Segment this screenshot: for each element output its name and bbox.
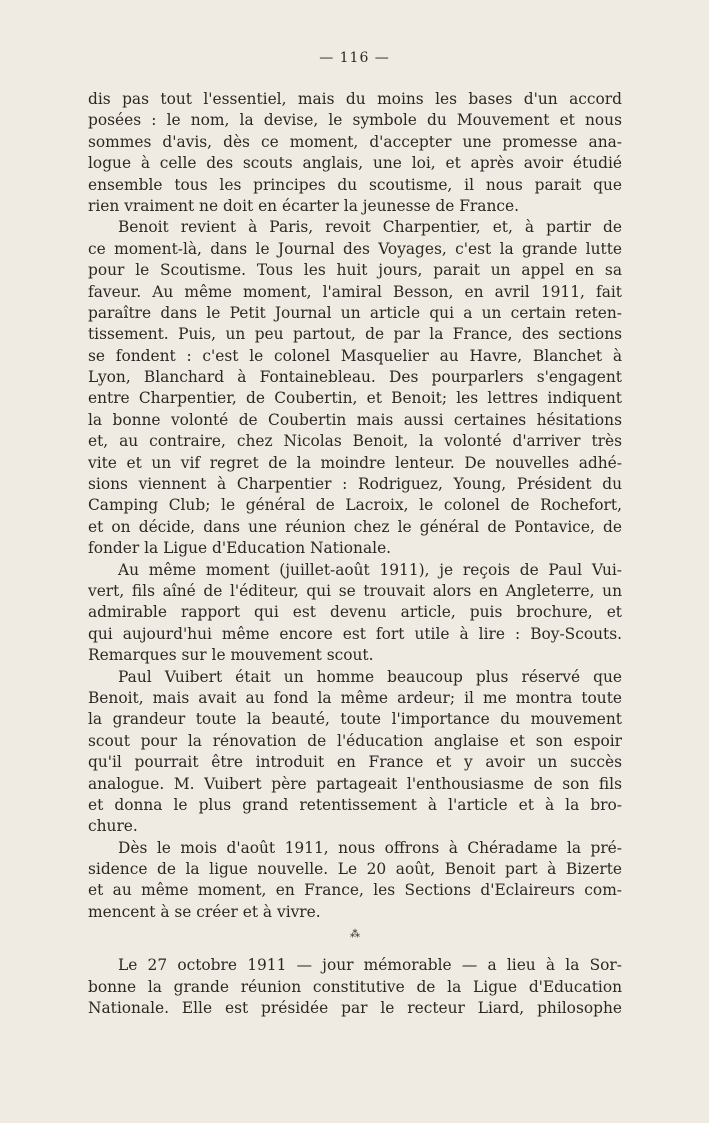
text-line: paraître dans le Petit Journal un article qui a un certain reten- — [88, 303, 622, 322]
text-line: faveur. Au même moment, l'amiral Besson, en avril 1911, fait — [88, 282, 622, 301]
text-line: pour le Scoutisme. Tous les huit jours, parait un appel en sa — [88, 261, 622, 280]
body-text — [88, 89, 622, 1019]
text-line: ensemble tous les principes du scoutisme, il nous parait que — [88, 175, 622, 194]
text-line: vite et un vif regret de la moindre lenteur. De nouvelles adhé- — [88, 453, 622, 472]
text-line: la bonne volonté de Coubertin mais aussi certaines hésitations — [88, 410, 622, 429]
text-line: logue à celle des scouts anglais, une loi, et après avoir étudié — [88, 154, 622, 173]
text-line: et au même moment, en France, les Sections d'Eclaireurs com- — [88, 881, 622, 900]
text-line: et, au contraire, chez Nicolas Benoit, la volonté d'arriver très — [88, 432, 622, 451]
text-line: et donna le plus grand retentissement à l'article et à la bro- — [88, 795, 622, 814]
text-line: bonne la grande réunion constitutive de la Ligue d'Education — [88, 977, 622, 996]
page-number: — 116 — — [319, 50, 390, 66]
text-line: Paul Vuibert était un homme beaucoup plus réservé que — [118, 667, 622, 686]
text-line: tissement. Puis, un peu partout, de par la France, des sections — [88, 325, 622, 344]
paragraph — [88, 89, 622, 217]
text-line: mencent à se créer et à vivre. — [88, 902, 321, 921]
text-line: chure. — [88, 817, 138, 836]
paragraph — [88, 217, 622, 559]
section-separator: ⁂ — [350, 929, 360, 941]
text-line: Nationale. Elle est présidée par le recteur Liard, philosophe — [88, 999, 622, 1018]
text-line: Dès le mois d'août 1911, nous offrons à Chéradame la pré- — [118, 838, 622, 857]
text-line: Camping Club; le général de Lacroix, le colonel de Rochefort, — [88, 496, 622, 515]
text-line: sions viennent à Charpentier : Rodriguez, Young, Président du — [88, 475, 622, 494]
text-line: Benoit revient à Paris, revoit Charpentier, et, à partir de — [118, 218, 622, 237]
text-line: analogue. M. Vuibert père partageait l'enthousiasme de son fils — [88, 774, 622, 793]
paragraph — [88, 838, 622, 924]
paragraph — [88, 560, 622, 667]
text-line: qui aujourd'hui même encore est fort utile à lire : Boy-Scouts. — [88, 624, 622, 643]
text-line: fonder la Ligue d'Education Nationale. — [88, 539, 392, 558]
text-line: posées : le nom, la devise, le symbole du Mouvement et nous — [88, 111, 622, 130]
text-line: entre Charpentier, de Coubertin, et Benoit; les lettres indiquent — [88, 389, 622, 408]
text-line: scout pour la rénovation de l'éducation anglaise et son espoir — [88, 731, 622, 750]
text-line: Le 27 octobre 1911 — jour mémorable — a lieu à la Sor- — [118, 956, 622, 975]
text-line: qu'il pourrait être introduit en France et y avoir un succès — [88, 753, 622, 772]
text-line: Remarques sur le mouvement scout. — [88, 646, 374, 665]
text-line: ce moment-là, dans le Journal des Voyages, c'est la grande lutte — [88, 239, 622, 258]
text-line: Au même moment (juillet-août 1911), je reçois de Paul Vui- — [118, 560, 622, 579]
text-line: sidence de la ligue nouvelle. Le 20 août, Benoit part à Bizerte — [88, 860, 622, 879]
text-line: dis pas tout l'essentiel, mais du moins les bases d'un accord — [88, 90, 622, 108]
text-line: se fondent : c'est le colonel Masquelier au Havre, Blanchet à — [88, 346, 622, 365]
text-line: rien vraiment ne doit en écarter la jeunesse de France. — [88, 196, 519, 215]
text-line: admirable rapport qui est devenu article, puis brochure, et — [88, 603, 622, 622]
text-line: Lyon, Blanchard à Fontainebleau. Des pourparlers s'engagent — [88, 368, 622, 387]
paragraph — [88, 667, 622, 838]
text-line: vert, fils aîné de l'éditeur, qui se trouvait alors en Angleterre, un — [88, 581, 622, 600]
paragraph — [88, 955, 622, 1019]
text-line: Benoit, mais avait au fond la même ardeur; il me montra toute — [88, 688, 622, 707]
text-line: la grandeur toute la beauté, toute l'importance du mouvement — [88, 710, 622, 729]
text-line: et on décide, dans une réunion chez le général de Pontavice, de — [88, 517, 622, 536]
text-line: sommes d'avis, dès ce moment, d'accepter une promesse ana- — [88, 132, 622, 151]
